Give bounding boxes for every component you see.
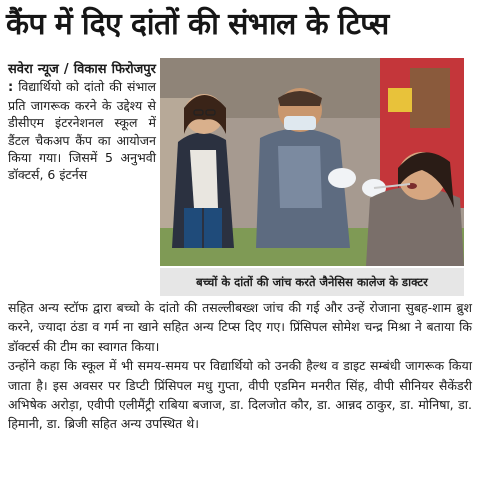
body-paragraph-2: उन्होंने कहा कि स्कूल में भी समय-समय पर विद्यार्थियो को उनकी हैल्थ व डाइट सम्बंधी जागरूक किया जाता है। इस अवसर पर डिप्टी प्रिंसिपल मधु गुप्ता, वीपी एडमिन मनरीत सिंह, वीपी सीनियर सैकेंडरी अभिषेक अरोड़ा, एवीपी एलीमैंट्री राबिया बजाज, डा. दिलजोत कौर, डा. आन्नद ठाकुर, डा. मोनिषा, डा. हिमानी, डा. ब्रिजी सहित अन्य उपस्थित थे। [8,358,472,432]
body-text [8,298,472,434]
lead-paragraph: विद्यार्थियो को दांतो की संभाल प्रति जागरूक करने के उद्देश्य से डीसीएम इंटरनेशनल स्कूल में डैंटल चैकअप कैंप का आयोजन किया गया। जिसमें 5 अनुभवी डॉक्टर्स, 6 इंटर्नस [8,79,156,183]
photo-illustration [160,58,464,266]
lead-column [8,60,156,184]
dateline: सवेरा न्यूज / विकास फिरोजपुर : [8,62,156,96]
dental-checkup-photo [160,58,464,266]
headline: कैंप में दिए दांतों की संभाल के टिप्स [6,7,389,42]
photo-caption: बच्चों के दांतों की जांच करते जैनेसिस कालेज के डाक्टर [160,268,464,296]
body-paragraph-1: सहित अन्य स्टॉफ द्वारा बच्चो के दांतो की तसल्लीबख्श जांच की गई और उन्हें रोजाना सुबह-शाम ब्रुश करने, ज्यादा ठंडा व गर्म ना खाने सहित अन्य टिप्स दिए गए। प्रिंसिपल सोमेश चन्द्र मिश्रा ने बताया कि डॉक्टर्स की टीम का स्वागत किया। [8,300,472,354]
